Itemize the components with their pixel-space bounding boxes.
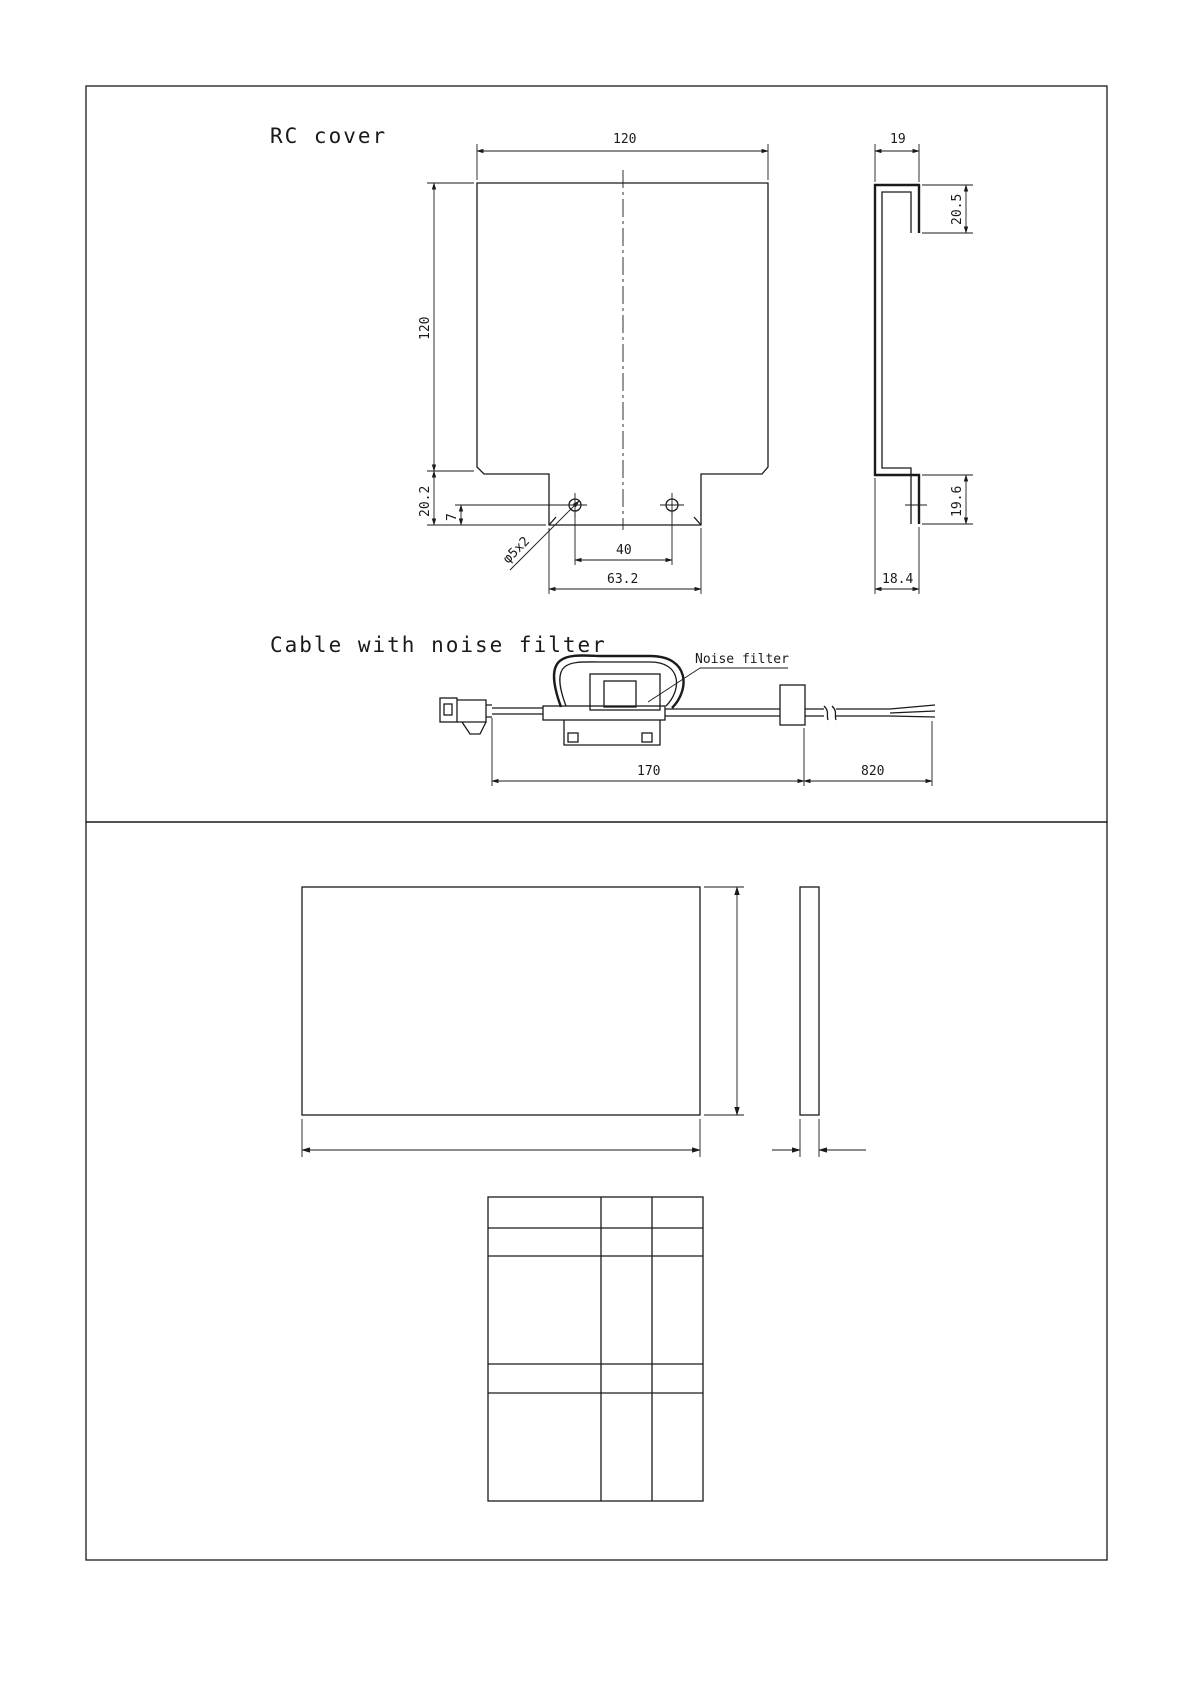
dim-tab-height: 20.2 xyxy=(418,485,433,517)
dim-tab-width: 63.2 xyxy=(607,572,639,587)
plate-side-view xyxy=(800,887,819,1115)
dim-width: 120 xyxy=(613,132,637,147)
wire-ends xyxy=(890,705,935,717)
cable-ferrule xyxy=(780,685,805,725)
spec-table xyxy=(488,1197,703,1501)
dim-cable-b: 820 xyxy=(861,764,885,779)
plate-front-view xyxy=(302,887,700,1115)
dim-bottom-flange: 19.6 xyxy=(950,485,965,517)
dim-hole-offset: 7 xyxy=(445,513,460,521)
dim-bottom-depth: 18.4 xyxy=(882,572,914,587)
rc-cover-front-view xyxy=(477,183,768,525)
bottom-panel-frame xyxy=(86,822,1107,1560)
dim-height: 120 xyxy=(418,316,433,340)
dim-cable-a: 170 xyxy=(637,764,661,779)
dim-top-flange: 20.5 xyxy=(950,193,965,225)
dim-hole-pitch: 40 xyxy=(616,543,632,558)
noise-filter-label: Noise filter xyxy=(695,652,789,667)
rc-cover-title: RC cover xyxy=(270,124,388,148)
dim-hole-spec: φ5x2 xyxy=(500,534,533,567)
tab-corner-marks xyxy=(549,517,701,525)
noise-filter xyxy=(543,655,684,745)
cable-title: Cable with noise filter xyxy=(270,633,607,657)
connector xyxy=(440,698,492,734)
cable-break xyxy=(824,706,836,720)
dim-side-depth: 19 xyxy=(890,132,906,147)
